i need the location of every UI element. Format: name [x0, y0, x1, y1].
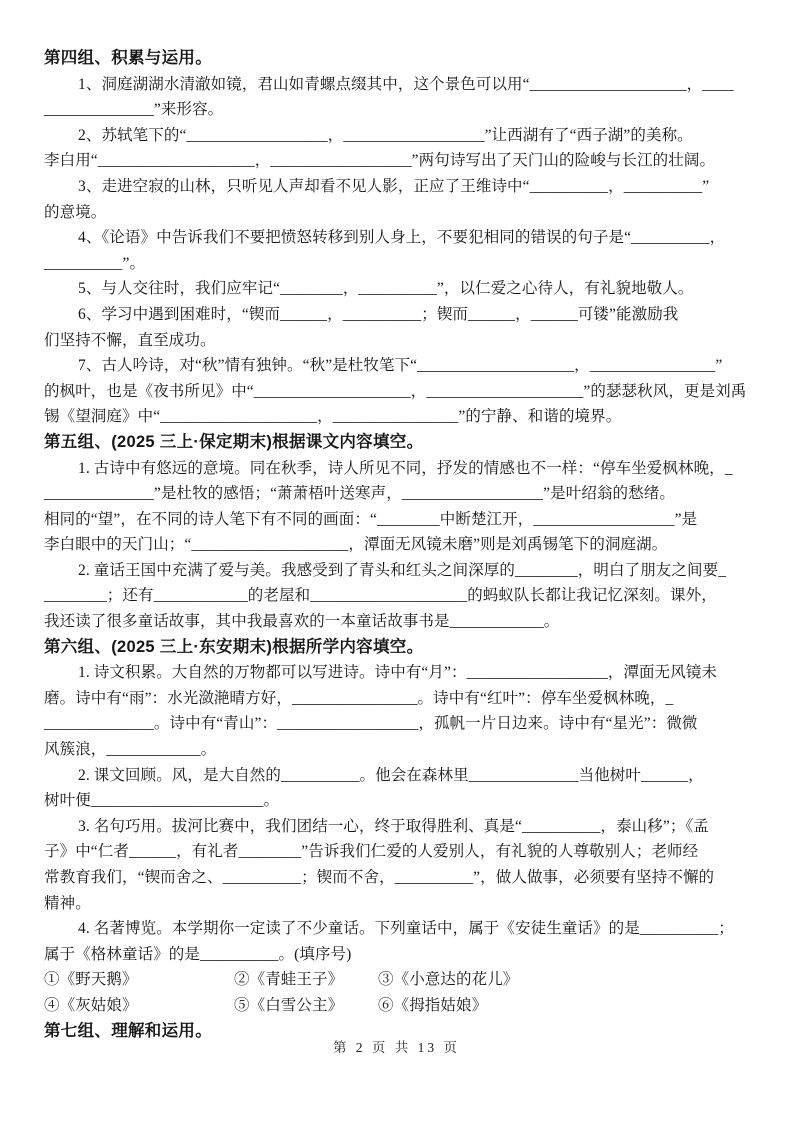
- section-heading: 第七组、理解和运用。: [44, 1021, 212, 1040]
- text-line: 精神。: [44, 894, 91, 912]
- text-line: 1、洞庭湖湖水清澈如镜，君山如青螺点缀其中，这个景色可以用“____________________，____: [78, 75, 734, 93]
- text-line: 7、古人吟诗，对“秋”情有独钟。“秋”是杜牧笔下“____________________，________________”: [78, 357, 723, 375]
- text-line: 的意境。: [44, 203, 107, 221]
- text-line: 磨。诗中有“雨”：水光潋滟晴方好，________________。诗中有“红叶”：停车坐爱枫林晚，_: [44, 689, 674, 707]
- text-line: 锡《望洞庭》中“____________________，________________”的宁静、和谐的境界。: [44, 408, 622, 426]
- text-line: 5、与人交往时，我们应牢记“________，__________”，以仁爱之心待人，有礼貌地敬人。: [78, 280, 694, 298]
- text-line: 属于《格林童话》的是__________。(填序号): [44, 945, 352, 963]
- page-footer: [0, 1036, 793, 1056]
- page-number-text: 第 2 页 共 13 页: [332, 1040, 461, 1055]
- text-line: 3、走进空寂的山林，只听见人声却看不见人影，正应了王维诗中“__________，__________”: [78, 177, 710, 195]
- text-line: 4. 名著博览。本学期你一定读了不少童话。下列童话中，属于《安徒生童话》的是__________；: [78, 920, 734, 938]
- option-row: [44, 967, 753, 993]
- text-line: 3. 名句巧用。拔河比赛中，我们团结一心，终于取得胜利、真是“__________，泰山移”；《孟: [78, 817, 709, 835]
- text-line: 的枫叶，也是《夜书所见》中“____________________，____________________”的瑟瑟秋风，更是刘禹: [44, 382, 747, 400]
- option-item: ⑥《拇指姑娘》: [378, 996, 488, 1014]
- text-line: 们坚持不懈，直至成功。: [44, 331, 216, 349]
- text-line: 我还读了很多童话故事，其中我最喜欢的一本童话故事书是____________。: [44, 613, 560, 631]
- text-line: __________”。: [44, 254, 146, 272]
- text-line: 1. 古诗中有悠远的意境。同在秋季，诗人所见不同，抒发的情感也不一样：“停车坐爱枫林晚，_: [78, 459, 733, 477]
- document-content: [44, 46, 753, 1044]
- option-item: ③《小意达的花儿》: [378, 971, 519, 989]
- text-line: ______________。诗中有“青山”：__________________，孤帆一片日边来。诗中有“星光”：微微: [44, 715, 698, 733]
- text-line: 风簇浪，____________。: [44, 741, 217, 759]
- text-line: ______________”来形容。: [44, 101, 224, 119]
- option-item: ②《青蛙王子》: [234, 971, 344, 989]
- option-row: [44, 993, 753, 1019]
- text-line: 1. 诗文积累。大自然的万物都可以写进诗。诗中有“月”：__________________，潭面无风镜未: [78, 664, 718, 682]
- text-line: 树叶便______________________。: [44, 792, 280, 810]
- text-line: 2、苏轼笔下的“__________________，__________________”让西湖有了“西子湖”的美称。: [78, 126, 693, 144]
- text-line: 2. 课文回顾。风，是大自然的__________。他会在森林里______________当他树叶______，: [78, 766, 704, 784]
- option-item: ①《野天鹅》: [44, 971, 138, 989]
- section-heading: 第四组、积累与运用。: [44, 49, 212, 67]
- text-line: 6、学习中遇到困难时，“锲而______，__________；锲而______，______可镂”能激励我: [78, 305, 679, 323]
- option-item: ④《灰姑娘》: [44, 996, 138, 1014]
- text-line: 2. 童话王国中充满了爱与美。我感受到了青头和红头之间深厚的________，明白了朋友之间要_: [78, 561, 727, 579]
- section-heading: 第六组、(2025 三上·东安期末)根据所学内容填空。: [44, 637, 424, 656]
- text-line: 相同的“望”，在不同的诗人笔下有不同的画面：“________中断楚江开，__________________”是: [44, 510, 698, 528]
- option-item: ⑤《白雪公主》: [234, 996, 344, 1014]
- text-line: 4、《论语》中告诉我们不要把愤怒转移到别人身上，不要犯相同的错误的句子是“__________，: [78, 229, 726, 247]
- text-line: 常教育我们，“锲而舍之、__________；锲而不舍，__________”，做人做事，必须要有坚持不懈的: [44, 869, 715, 886]
- text-line: ______________”是杜牧的感悟；“萧萧梧叶送寒声，__________________”是叶绍翁的愁绪。: [44, 485, 675, 503]
- section-heading: 第五组、(2025 三上·保定期末)根据课文内容填空。: [44, 432, 424, 451]
- text-line: 李白眼中的天门山；“____________________，潭面无风镜未磨”则是刘禹锡笔下的洞庭湖。: [44, 536, 668, 554]
- text-line: ________；还有____________的老屋和____________________的蚂蚁队长都让我记忆深刻。课外，: [44, 587, 717, 605]
- text-line: 李白用“____________________，__________________”两句诗写出了天门山的险峻与长江的壮阔。: [44, 152, 716, 170]
- text-line: 子》中“仁者______，有礼者________”告诉我们仁爱的人爱别人，有礼貌的人尊敬别人；老师经: [44, 843, 699, 861]
